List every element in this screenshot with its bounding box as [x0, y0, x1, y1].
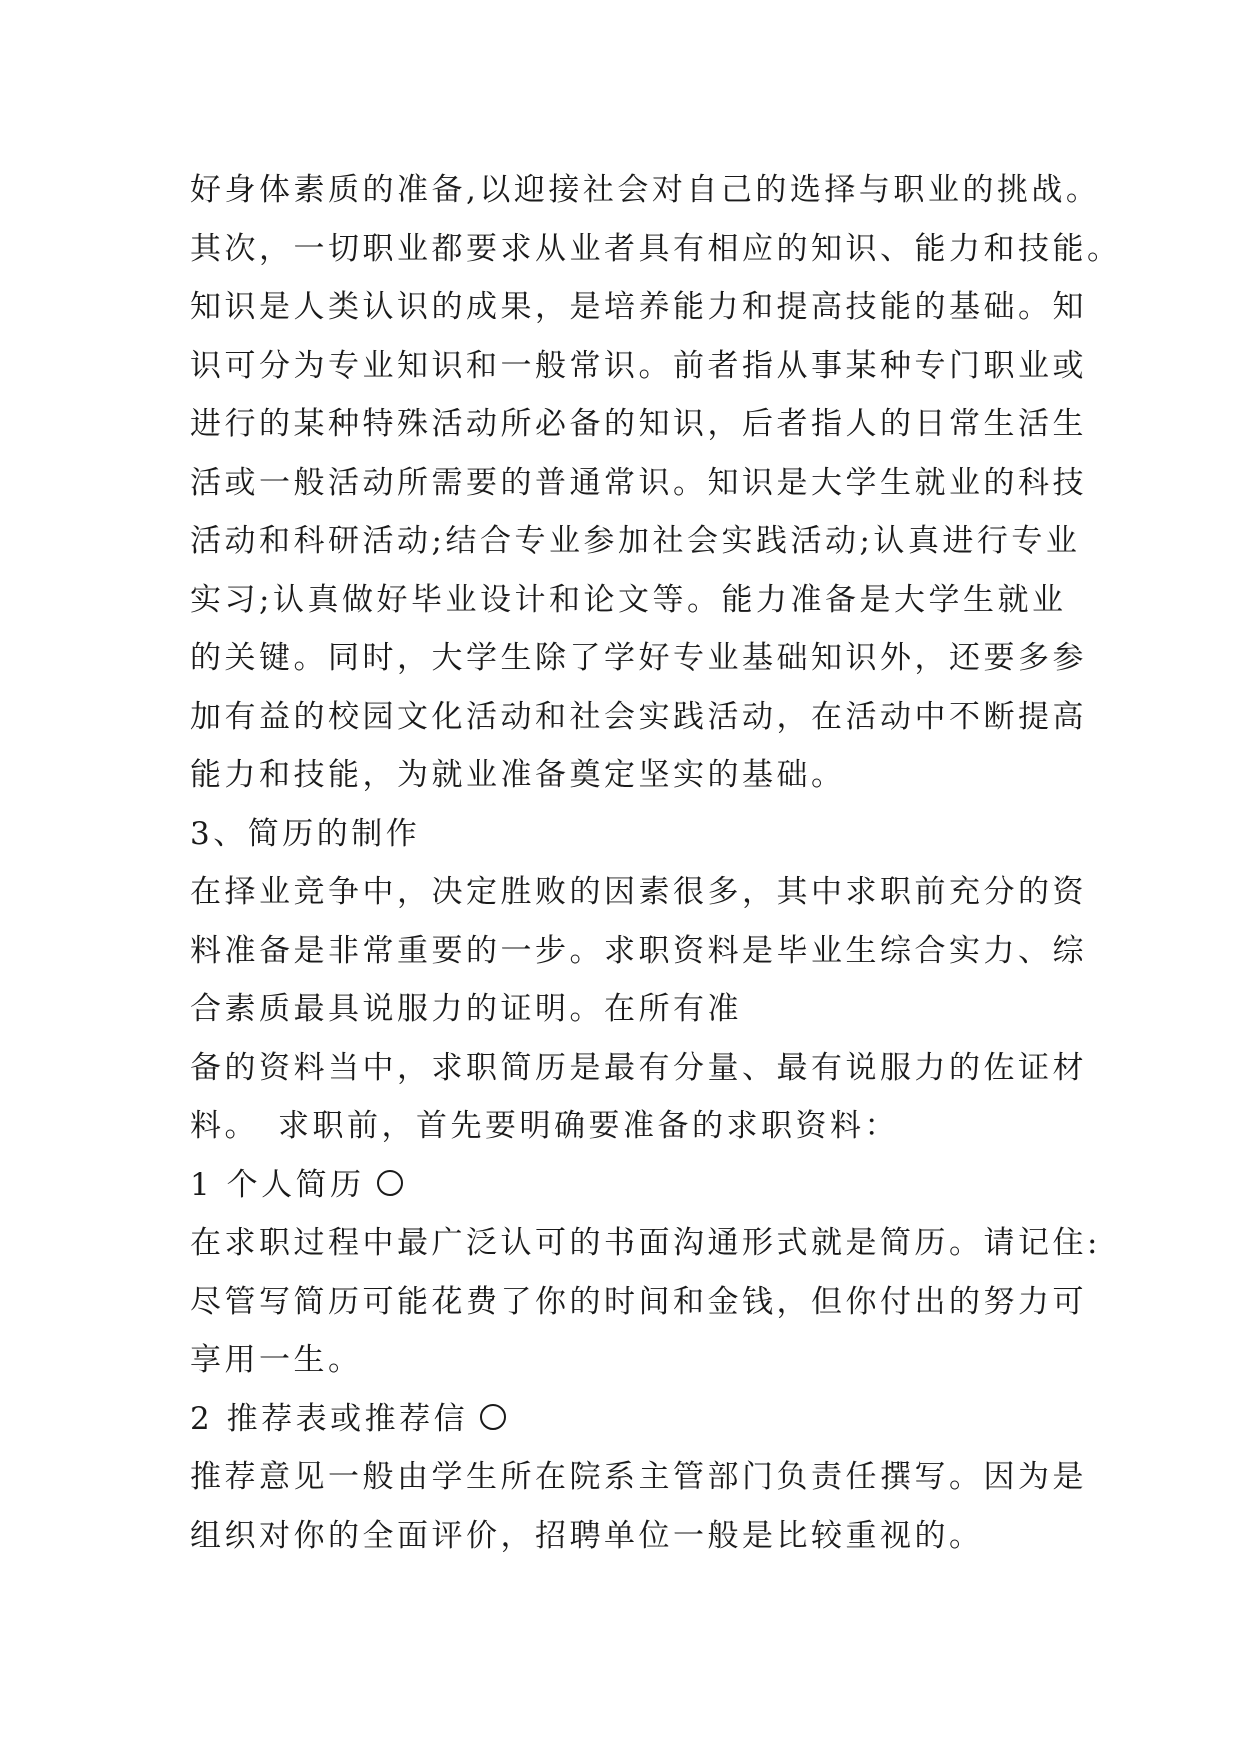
- text-line: 享用一生。: [190, 1342, 363, 1378]
- text-line: 组织对你的全面评价，招聘单位一般是比较重视的。: [190, 1517, 984, 1554]
- text-line: 其次，一切职业都要求从业者具有相应的知识、能力和技能。: [190, 230, 1122, 267]
- text-line: 活动和科研活动;结合专业参加社会实践活动;认真进行专业: [190, 523, 1081, 559]
- text-line: 能力和技能，为就业准备奠定坚实的基础。: [190, 757, 846, 793]
- text-line: 推荐意见一般由学生所在院系主管部门负责任撰写。因为是: [190, 1459, 1087, 1495]
- text-line: 料准备是非常重要的一步。求职资料是毕业生综合实力、综: [190, 932, 1087, 969]
- text-line: 在求职过程中最广泛认可的书面沟通形式就是简历。请记住:: [190, 1225, 1101, 1261]
- text-line: 料。 求职前，首先要明确要准备的求职资料：: [190, 1108, 899, 1144]
- text-line: 在择业竞争中，决定胜败的因素很多，其中求职前充分的资: [190, 874, 1087, 910]
- text-line: 合素质最具说服力的证明。在所有准: [190, 991, 742, 1027]
- text-line: 活或一般活动所需要的普通常识。知识是大学生就业的科技: [190, 464, 1087, 501]
- text-line: 加有益的校园文化活动和社会实践活动，在活动中不断提高: [190, 698, 1087, 735]
- body-text: [190, 161, 1122, 1565]
- text-line: 进行的某种特殊活动所必备的知识，后者指人的日常生活生: [190, 406, 1087, 442]
- text-line: 的关键。同时，大学生除了学好专业基础知识外，还要多参: [190, 640, 1087, 676]
- circle-icon: [377, 1170, 403, 1196]
- section-heading: 3、简历的制作: [190, 815, 421, 852]
- circle-icon: [480, 1404, 506, 1430]
- text-line: 备的资料当中，求职简历是最有分量、最有说服力的佐证材: [190, 1049, 1087, 1086]
- list-item-label: 1 个人简历: [190, 1166, 365, 1203]
- text-line: 尽管写简历可能花费了你的时间和金钱，但你付出的努力可: [190, 1283, 1087, 1320]
- text-line: 好身体素质的准备,以迎接社会对自己的选择与职业的挑战。: [190, 172, 1101, 208]
- text-line: 知识是人类认识的成果，是培养能力和提高技能的基础。知: [190, 289, 1087, 325]
- list-item-label: 2 推荐表或推荐信: [190, 1400, 469, 1437]
- text-line: 实习;认真做好毕业设计和论文等。能力准备是大学生就业: [190, 581, 1067, 618]
- list-item-heading: [190, 1156, 1090, 1215]
- list-item-heading: [190, 1390, 1090, 1449]
- text-line: 识可分为专业知识和一般常识。前者指从事某种专门职业或: [190, 347, 1087, 384]
